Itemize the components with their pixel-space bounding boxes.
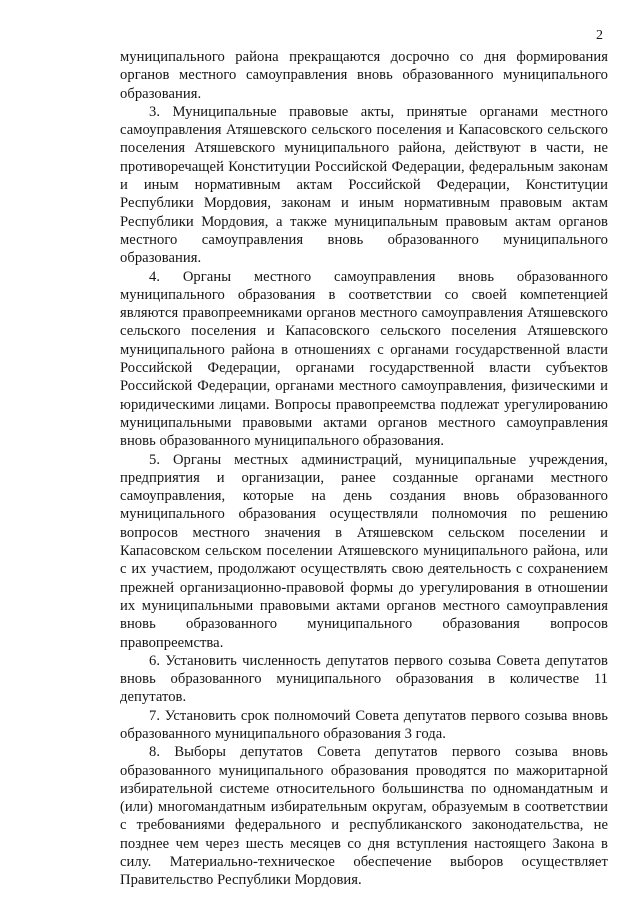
paragraph-item-5: 5. Органы местных администраций, муниципальные учреждения, предприятия и организации, ранее созданные органами местного самоуправления, которые на день создания вновь образованного муниципального образования осуществляли полномочия по решению вопросов местного значения в Атяшевском сельском поселении и Капасовском сельском поселении Атяшевского муниципального района, или с их участием, продолжают осуществлять свою деятельность с сохранением прежней организационно-правовой формы до урегулирования в отношении их муниципальными правовыми актами органов местного самоуправления вновь образованного муниципального образования вопросов правопреемства. bbox=[120, 451, 608, 651]
paragraph-item-4: 4. Органы местного самоуправления вновь образованного муниципального образования в соответствии со своей компетенцией являются правопреемниками органов местного самоуправления Атяшевского сельского поселения и Капасовского сельского поселения Атяшевского муниципального района в отношениях с органами государственной власти Российской Федерации, органами государственной власти субъектов Российской Федерации, органами местного самоуправления, физическими и юридическими лицами. Вопросы правопреемства подлежат урегулированию муниципальными правовыми актами органов местного самоуправления вновь образованного муниципального образования. bbox=[120, 268, 608, 450]
paragraph-item-6: 6. Установить численность депутатов первого созыва Совета депутатов вновь образованного муниципального образования в количестве 11 депутатов. bbox=[120, 652, 608, 706]
paragraph-item-8: 8. Выборы депутатов Совета депутатов первого созыва вновь образованного муниципального образования проводятся по мажоритарной избирательной системе относительного большинства по одномандатным и (или) многомандатным избирательным округам, образуемым в соответствии с требованиями федерального и республиканского законодательства, не позднее чем через шесть месяцев со дня вступления настоящего Закона в силу. Материально-техническое обеспечение выборов осуществляет Правительство Республики Мордовия. bbox=[120, 744, 608, 889]
paragraph-continuation: муниципального района прекращаются досрочно со дня формирования органов местного самоуправления вновь образованного муниципального образования. bbox=[120, 49, 608, 102]
page-number: 2 bbox=[596, 28, 603, 43]
document-body bbox=[120, 48, 608, 890]
paragraph-item-7: 7. Установить срок полномочий Совета депутатов первого созыва вновь образованного муниципального образования 3 года. bbox=[120, 707, 608, 742]
paragraph-item-3: 3. Муниципальные правовые акты, принятые органами местного самоуправления Атяшевского сельского поселения и Капасовского сельского поселения Атяшевского муниципального района, действуют в части, не противоречащей Конституции Российской Федерации, федеральным законам и иным нормативным актам Российской Федерации, Конституции Республики Мордовия, законам и иным нормативным правовым актам Республики Мордовия, а также муниципальным правовым актам органов местного самоуправления вновь образованного муниципального образования. bbox=[120, 103, 608, 267]
